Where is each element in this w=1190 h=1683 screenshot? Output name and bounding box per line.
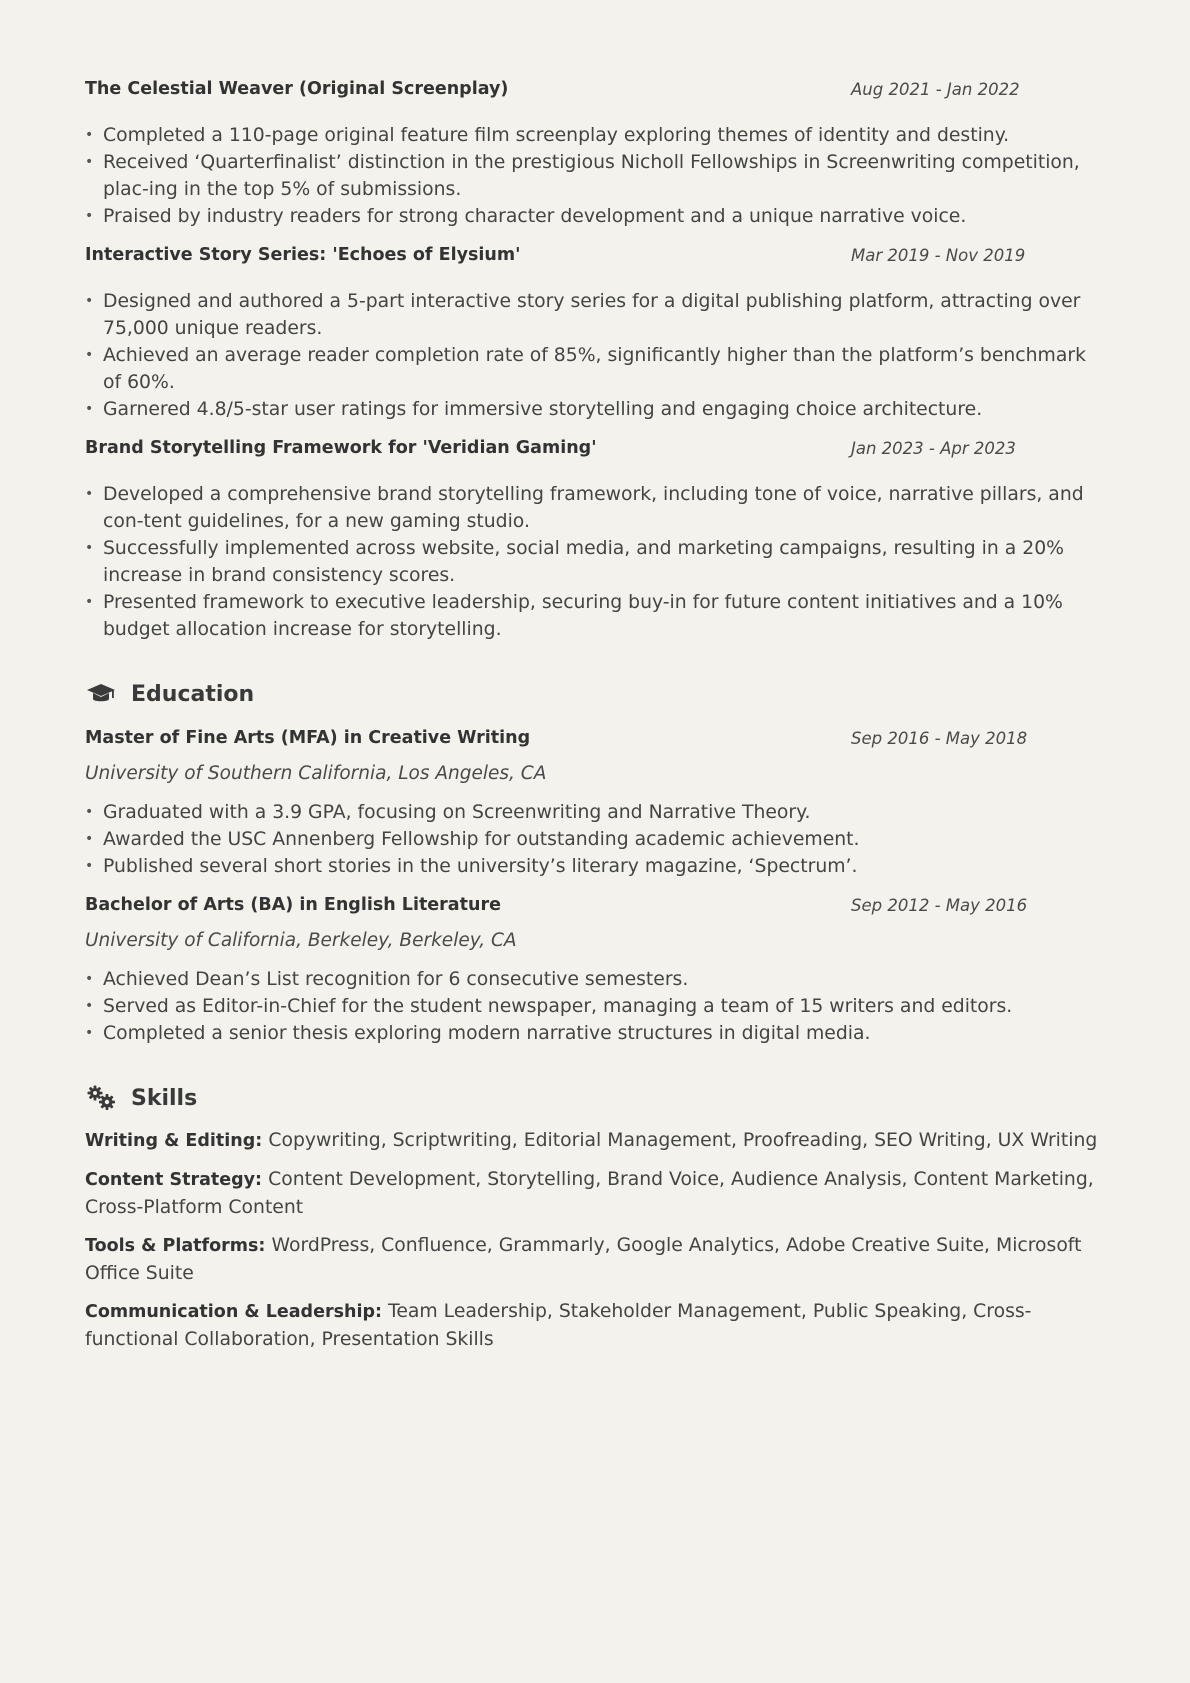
skill-value: Team Leadership, Stakeholder Management, Public Speaking, Cross-functional Collaboration, Presentation Skills [85, 1301, 1032, 1350]
skill-row [85, 1127, 1105, 1155]
bullet-list [85, 122, 1105, 230]
degree-title: Master of Fine Arts (MFA) in Creative Writing [85, 728, 531, 748]
education-section-header [85, 677, 1105, 711]
resume-page [85, 74, 1105, 1364]
skill-value: Copywriting, Scriptwriting, Editorial Management, Proofreading, SEO Writing, UX Writing [268, 1130, 1098, 1151]
bullet-item: • Presented framework to executive leadership, securing buy-in for future content initiatives and a 10% budget allocation increase for storytelling. [103, 589, 1105, 643]
bullet-item: • Published several short stories in the university’s literary magazine, ‘Spectrum’. [103, 853, 1105, 880]
skill-row [85, 1298, 1105, 1353]
skills-list [85, 1127, 1105, 1353]
graduation-cap-icon [85, 680, 117, 708]
skill-value: Content Development, Storytelling, Brand Voice, Audience Analysis, Content Marketing, Cross-Platform Content [85, 1169, 1094, 1218]
bullet-item: • Achieved an average reader completion rate of 85%, significantly higher than the platform’s benchmark of 60%. [103, 342, 1105, 396]
skill-label: Communication & Leadership: [85, 1302, 389, 1322]
bullet-item: • Completed a senior thesis exploring modern narrative structures in digital media. [103, 1020, 1105, 1047]
institution: University of Southern California, Los Angeles, CA [85, 763, 547, 784]
project-title: Interactive Story Series: 'Echoes of Elysium' [85, 245, 521, 265]
bullet-list [85, 966, 1105, 1047]
project-entry [85, 74, 1105, 230]
education-entry [85, 890, 1105, 1047]
project-title: Brand Storytelling Framework for 'Veridian Gaming' [85, 438, 597, 458]
education-date: Sep 2016 - May 2018 [851, 729, 1028, 748]
bullet-item: • Praised by industry readers for strong character development and a unique narrative voice. [103, 203, 1105, 230]
bullet-item: • Achieved Dean’s List recognition for 6 consecutive semesters. [103, 966, 1105, 993]
bullet-list [85, 799, 1105, 880]
section-title: Education [131, 681, 255, 707]
bullet-item: • Garnered 4.8/5-star user ratings for immersive storytelling and engaging choice architecture. [103, 396, 1105, 423]
skill-row [85, 1166, 1105, 1221]
bullet-item: • Received ‘Quarterfinalist’ distinction in the prestigious Nicholl Fellowships in Screenwriting competition, plac-ing in the top 5% of submissions. [103, 149, 1105, 203]
skill-value: WordPress, Confluence, Grammarly, Google Analytics, Adobe Creative Suite, Microsoft Office Suite [85, 1235, 1082, 1284]
project-title: The Celestial Weaver (Original Screenplay) [85, 79, 509, 99]
bullet-item: • Served as Editor-in-Chief for the student newspaper, managing a team of 15 writers and editors. [103, 993, 1105, 1020]
project-entry [85, 240, 1105, 423]
project-date: Mar 2019 - Nov 2019 [851, 246, 1026, 265]
institution: University of California, Berkeley, Berkeley, CA [85, 930, 517, 951]
bullet-item: • Completed a 110-page original feature film screenplay exploring themes of identity and destiny. [103, 122, 1105, 149]
bullet-item: • Developed a comprehensive brand storytelling framework, including tone of voice, narrative pillars, and con-tent guidelines, for a new gaming studio. [103, 481, 1105, 535]
skills-section-header [85, 1081, 1105, 1115]
skill-label: Writing & Editing: [85, 1131, 269, 1151]
education-date: Sep 2012 - May 2016 [851, 896, 1028, 915]
gears-icon [85, 1084, 117, 1112]
bullet-item: • Awarded the USC Annenberg Fellowship for outstanding academic achievement. [103, 826, 1105, 853]
bullet-list [85, 288, 1105, 423]
section-title: Skills [131, 1085, 198, 1111]
project-entry [85, 433, 1105, 643]
skill-row [85, 1232, 1105, 1287]
project-date: Jan 2023 - Apr 2023 [851, 439, 1016, 458]
bullet-item: • Successfully implemented across website, social media, and marketing campaigns, resulting in a 20% increase in brand consistency scores. [103, 535, 1105, 589]
education-entry [85, 723, 1105, 880]
skill-label: Content Strategy: [85, 1170, 269, 1190]
bullet-item: • Graduated with a 3.9 GPA, focusing on Screenwriting and Narrative Theory. [103, 799, 1105, 826]
bullet-list [85, 481, 1105, 643]
degree-title: Bachelor of Arts (BA) in English Literature [85, 895, 501, 915]
skill-label: Tools & Platforms: [85, 1236, 272, 1256]
project-date: Aug 2021 - Jan 2022 [851, 80, 1020, 99]
bullet-item: • Designed and authored a 5-part interactive story series for a digital publishing platform, attracting over 75,000 unique readers. [103, 288, 1105, 342]
